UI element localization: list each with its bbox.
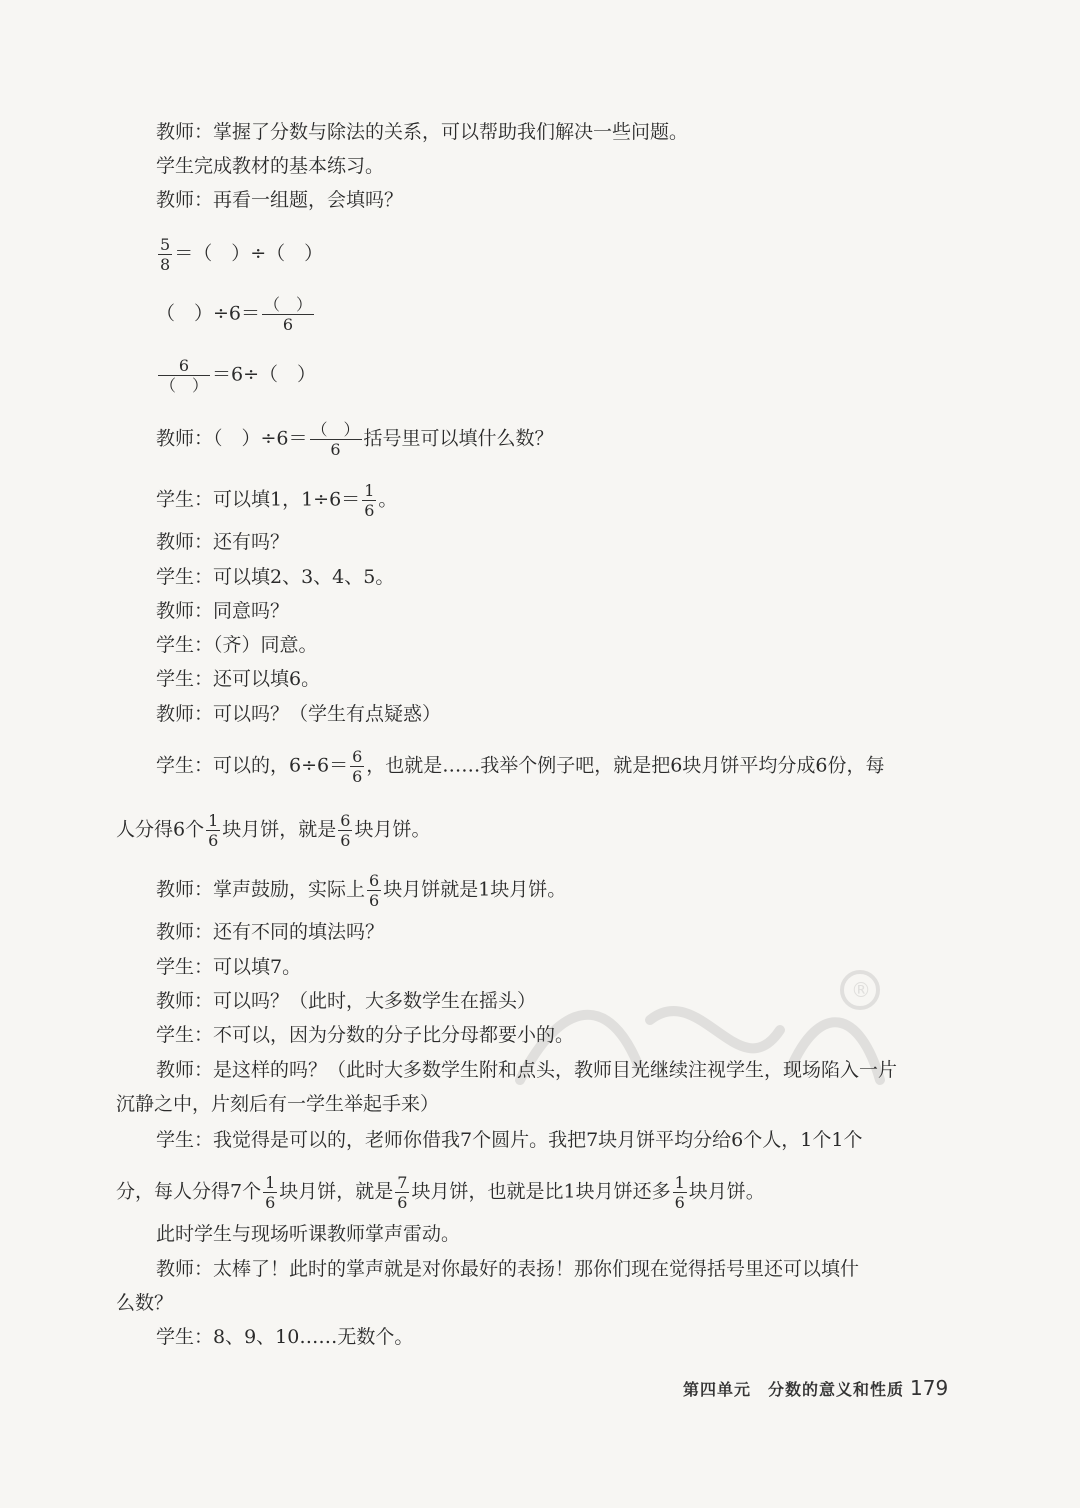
text-line: 教师：可以吗？（学生有点疑惑）: [156, 703, 442, 725]
text-line: 学生：可以填7。: [156, 956, 302, 978]
fraction: $\frac{7}{6}$: [397, 1173, 408, 1212]
text-line: 教师：掌声鼓励，实际上 $\frac{6}{6}$ 块月饼就是1块月饼。: [156, 871, 567, 910]
watermark-logo: [500, 960, 920, 1120]
text-line: 学生：（齐）同意。: [156, 634, 318, 656]
text-line: 学生：可以的，6÷6＝ $\frac{6}{6}$ ，也就是……我举个例子吧，就是把6块月饼平均分成6份，每: [156, 747, 885, 786]
equation-1: $\frac{5}{8}$ ＝（ ）÷（ ）: [160, 235, 324, 274]
equation-3: $\frac{6}{( )}$ ＝6÷（ ）: [160, 356, 317, 395]
text-line: 教师：掌握了分数与除法的关系，可以帮助我们解决一些问题。: [156, 121, 689, 143]
fraction: $\frac{1}{6}$: [208, 811, 219, 850]
unit-title: 第四单元 分数的意义和性质: [683, 1380, 905, 1399]
text-line: 教师：同意吗？: [156, 600, 290, 622]
page-number: 179: [910, 1376, 949, 1400]
text-line: 教师：（ ）÷6＝ $\frac{( )}{6}$ 括号里可以填什么数？: [156, 420, 554, 459]
fraction: $\frac{1}{6}$: [265, 1173, 276, 1212]
fraction: $\frac{1}{6}$: [364, 481, 375, 520]
fraction: $\frac{6}{6}$: [369, 871, 380, 910]
text-line: 学生完成教材的基本练习。: [156, 155, 385, 177]
text-line: 教师：还有不同的填法吗？: [156, 921, 385, 943]
page-footer: [683, 1376, 948, 1400]
fraction: $\frac{( )}{6}$: [311, 420, 360, 459]
text-line: 此时学生与现场听课教师掌声雷动。: [156, 1223, 461, 1245]
text-line: 教师：再看一组题，会填吗？: [156, 189, 404, 211]
text-line: 教师：是这样的吗？（此时大多数学生附和点头，教师目光继续注视学生，现场陷入一片: [156, 1059, 898, 1081]
svg-text:®: ®: [851, 978, 871, 1002]
text-line: 人分得6个 $\frac{1}{6}$ 块月饼，就是 $\frac{6}{6}$ 块月饼。: [116, 811, 431, 850]
fraction: $\frac{6}{6}$: [340, 811, 351, 850]
fraction: $\frac{( )}{6}$: [264, 295, 313, 334]
text-line: 学生：还可以填6。: [156, 668, 321, 690]
text-line: 么数？: [116, 1292, 174, 1314]
fraction: $\frac{5}{8}$: [160, 235, 171, 274]
text-line: 教师：还有吗？: [156, 531, 290, 553]
text-line: 教师：太棒了！此时的掌声就是对你最好的表扬！那你们现在觉得括号里还可以填什: [156, 1258, 860, 1280]
text-line: 沉静之中，片刻后有一学生举起手来）: [116, 1093, 440, 1115]
equation-2: （ ）÷6＝ $\frac{( )}{6}$: [156, 295, 313, 334]
text-line: 分，每人分得7个 $\frac{1}{6}$ 块月饼，就是 $\frac{7}{6}$ 块月饼，也就是比1块月饼还多 $\frac{1}{6}$ 块月饼。: [116, 1173, 765, 1212]
text-line: 学生：可以填2、3、4、5。: [156, 566, 395, 588]
fraction: $\frac{6}{6}$: [352, 747, 363, 786]
text-line: 学生：可以填1，1÷6＝ $\frac{1}{6}$ 。: [156, 481, 398, 520]
fraction: $\frac{1}{6}$: [674, 1173, 685, 1212]
fraction: $\frac{6}{( )}$: [160, 356, 209, 395]
text-line: 学生：8、9、10……无数个。: [156, 1326, 414, 1348]
text-line: 学生：不可以，因为分数的分子比分母都要小的。: [156, 1024, 575, 1046]
text-line: 教师：可以吗？（此时，大多数学生在摇头）: [156, 990, 537, 1012]
text-line: 学生：我觉得是可以的，老师你借我7个圆片。我把7块月饼平均分给6个人，1个1个: [156, 1129, 863, 1151]
